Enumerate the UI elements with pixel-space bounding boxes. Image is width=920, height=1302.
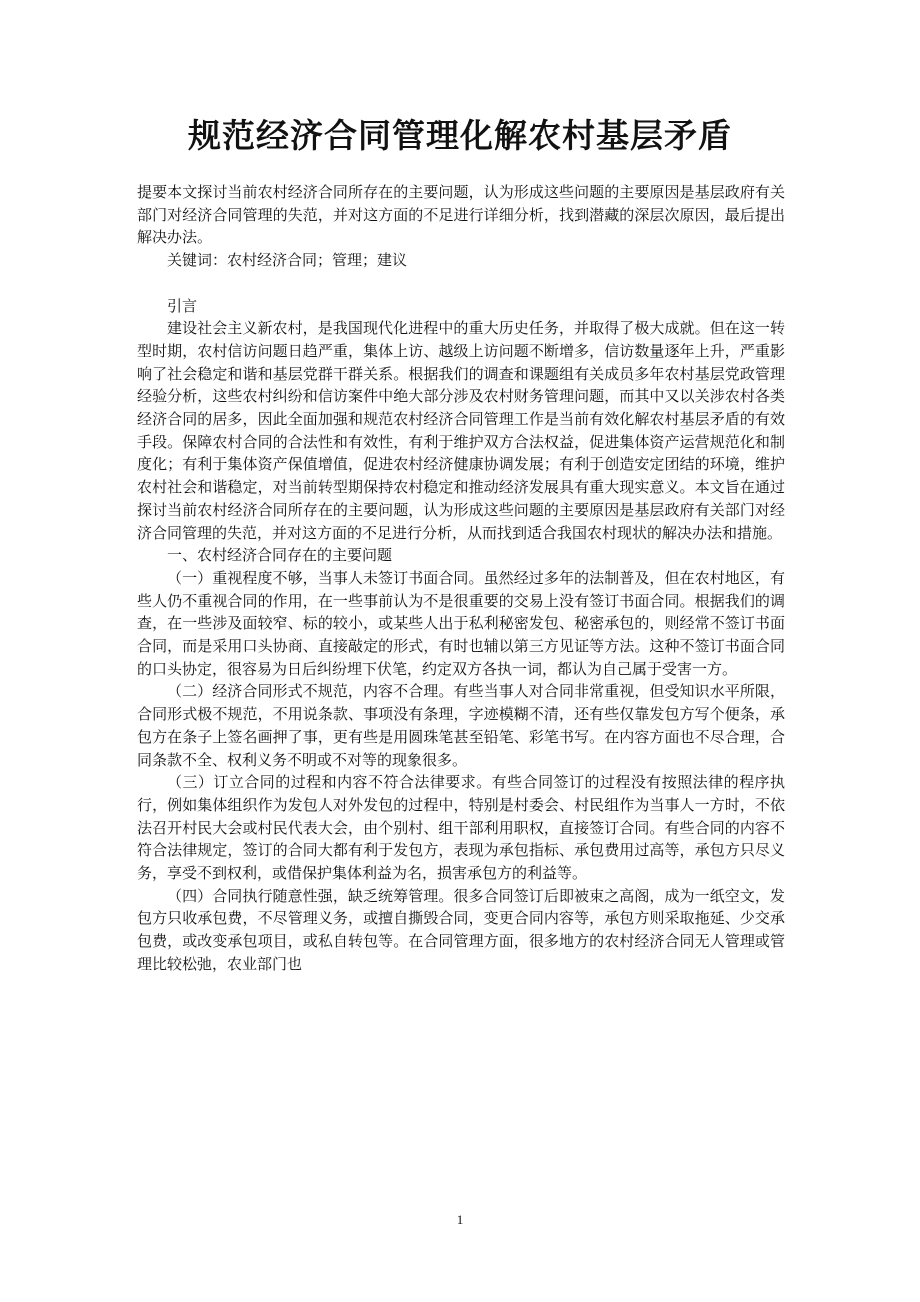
body-paragraph: （四）合同执行随意性强，缺乏统筹管理。很多合同签订后即被束之高阁，成为一纸空文，发包方只收承包费，不尽管理义务，或擅自撕毁合同，变更合同内容等，承包方则采取拖延、少交承包费，或改变承包项目，或私自转包等。在合同管理方面，很多地方的农村经济合同无人管理或管理比较松弛，农业部门也 [137,886,785,973]
abstract-paragraph: 提要本文探讨当前农村经济合同所存在的主要问题，认为形成这些问题的主要原因是基层政府有关部门对经济合同管理的失范，并对这方面的不足进行详细分析，找到潜藏的深层次原因，最后提出解决办法。 [137,183,785,247]
keywords-line: 关键词：农村经济合同；管理；建议 [167,251,408,270]
body-paragraph: （一）重视程度不够，当事人未签订书面合同。虽然经过多年的法制普及，但在农村地区，有些人仍不重视合同的作用，在一些事前认为不是很重要的交易上没有签订书面合同。根据我们的调查，在一些涉及面较窄、标的较小，或某些人出于私利秘密发包、秘密承包的，则经常不签订书面合同，而是采用口头协商、直接敲定的形式，有时也辅以第三方见证等方法。这种不签订书面合同的口头协定，很容易为日后纠纷埋下伏笔，约定双方各执一词，都认为自己属于受害一方。 [137,568,785,678]
body-paragraph: （二）经济合同形式不规范，内容不合理。有些当事人对合同非常重视，但受知识水平所限，合同形式极不规范，不用说条款、事项没有条理，字迹模糊不清，还有些仅靠发包方写个便条，承包方在条子上签名画押了事，更有些是用圆珠笔甚至铅笔、彩笔书写。在内容方面也不尽合理，合同条款不全、权利义务不明或不对等的现象很多。 [137,682,785,769]
page-number: 1 [456,1212,464,1227]
document-body [137,181,785,976]
blank-line [137,272,785,295]
body-paragraph: （三）订立合同的过程和内容不符合法律要求。有些合同签订的过程没有按照法律的程序执行，例如集体组织作为发包人对外发包的过程中，特别是村委会、村民组作为当事人一方时，不依法召开村民大会或村民代表大会，由个别村、组干部利用职权，直接签订合同。有些合同的内容不符合法律规定，签订的合同大都有利于发包方，表现为承包指标、承包费用过高等，承包方只尽义务，享受不到权利，或借保护集体利益为名，损害承包方的利益等。 [137,773,785,883]
document-title: 规范经济合同管理化解农村基层矛盾 [188,116,732,155]
section-heading: 一、农村经济合同存在的主要问题 [167,546,393,565]
intro-heading: 引言 [167,296,198,315]
intro-paragraph: 建设社会主义新农村，是我国现代化进程中的重大历史任务，并取得了极大成就。但在这一转型时期，农村信访问题日趋严重，集体上访、越级上访问题不断增多，信访数量逐年上升，严重影响了社会稳定和谐和基层党群干群关系。根据我们的调查和课题组有关成员多年农村基层党政管理经验分析，这些农村纠纷和信访案件中绝大部分涉及农村财务管理问题，而其中又以关涉农村各类经济合同的居多，因此全面加强和规范农村经济合同管理工作是当前有效化解农村基层矛盾的有效手段。保障农村合同的合法性和有效性，有利于维护双方合法权益，促进集体资产运营规范化和制度化；有利于集体资产保值增值，促进农村经济健康协调发展；有利于创造安定团结的环境，维护农村社会和谐稳定，对当前转型期保持农村稳定和推动经济发展具有重大现实意义。本文旨在通过探讨当前农村经济合同所存在的主要问题，认为形成这些问题的主要原因是基层政府有关部门对经济合同管理的失范，并对这方面的不足进行分析，从而找到适合我国农村现状的解决办法和措施。 [137,319,785,542]
